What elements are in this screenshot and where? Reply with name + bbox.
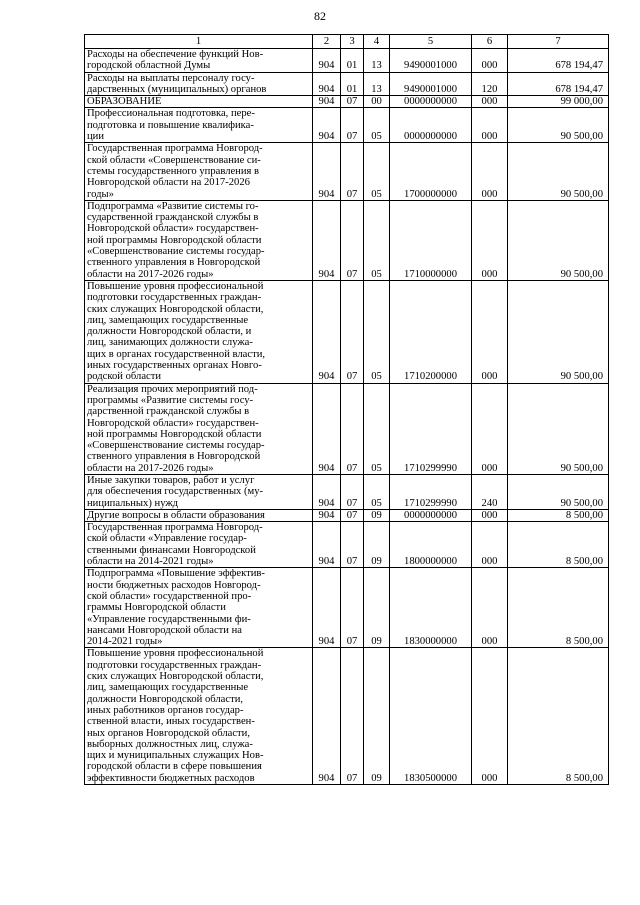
expense-type-cell: 000	[472, 568, 508, 648]
ministry-code-cell: 904	[313, 648, 341, 785]
target-article-cell: 1710299990	[390, 383, 472, 474]
column-header: 1	[85, 35, 313, 49]
amount-cell: 90 500,00	[508, 143, 609, 200]
row-name-cell: Подпрограмма «Развитие системы го- сударственной гражданской службы в Новгородской области» государствен- ной программы Новгородской области «Совершенствование системы государ- ственного управления в Новгородской области на 2017-2026 годы»	[85, 200, 313, 280]
subsection-code-cell: 09	[364, 568, 390, 648]
ministry-code-cell: 904	[313, 383, 341, 474]
target-article-cell: 1710299990	[390, 474, 472, 509]
expense-type-cell: 000	[472, 648, 508, 785]
page-number: 82	[314, 9, 326, 23]
expense-type-cell: 000	[472, 49, 508, 73]
subsection-code-cell: 05	[364, 108, 390, 143]
ministry-code-cell: 904	[313, 509, 341, 521]
table-row	[85, 72, 609, 96]
table-row	[85, 280, 609, 383]
ministry-code-cell: 904	[313, 200, 341, 280]
subsection-code-cell: 05	[364, 474, 390, 509]
row-name-cell: Государственная программа Новгород- ской области «Управление государ- ственными финансами Новгородской области на 2014-2021 годы»	[85, 522, 313, 568]
ministry-code-cell: 904	[313, 96, 341, 108]
expense-type-cell: 000	[472, 200, 508, 280]
expense-type-cell: 000	[472, 509, 508, 521]
ministry-code-cell: 904	[313, 568, 341, 648]
column-header: 7	[508, 35, 609, 49]
column-header: 4	[364, 35, 390, 49]
section-code-cell: 07	[341, 143, 364, 200]
ministry-code-cell: 904	[313, 72, 341, 96]
target-article-cell: 9490001000	[390, 49, 472, 73]
expense-type-cell: 000	[472, 383, 508, 474]
target-article-cell: 0000000000	[390, 509, 472, 521]
table-row	[85, 96, 609, 108]
row-name-cell: Подпрограмма «Повышение эффектив- ности бюджетных расходов Новгород- ской области» государственной про- граммы Новгородской области «Управление государственными фи- нансами Новгородской области на 2014-2021 годы»	[85, 568, 313, 648]
section-code-cell: 07	[341, 280, 364, 383]
column-header: 3	[341, 35, 364, 49]
target-article-cell: 1710200000	[390, 280, 472, 383]
target-article-cell: 0000000000	[390, 96, 472, 108]
row-name-cell: Реализация прочих мероприятий под- программы «Развитие системы госу- дарственной гражданской службы в Новгородской области» государствен- ной программы Новгородской области «Совершенствование системы государ- ственного управления в Новгородской области на 2017-2026 годы»	[85, 383, 313, 474]
table-row	[85, 509, 609, 521]
expense-type-cell: 240	[472, 474, 508, 509]
amount-cell: 90 500,00	[508, 108, 609, 143]
section-code-cell: 07	[341, 648, 364, 785]
row-name-cell: Другие вопросы в области образования	[85, 509, 313, 521]
amount-cell: 90 500,00	[508, 280, 609, 383]
table-row	[85, 200, 609, 280]
amount-cell: 99 000,00	[508, 96, 609, 108]
target-article-cell: 9490001000	[390, 72, 472, 96]
section-code-cell: 07	[341, 108, 364, 143]
table-row	[85, 648, 609, 785]
target-article-cell: 1710000000	[390, 200, 472, 280]
section-code-cell: 07	[341, 383, 364, 474]
section-code-cell: 07	[341, 522, 364, 568]
ministry-code-cell: 904	[313, 143, 341, 200]
row-name-cell: Профессиональная подготовка, пере- подготовка и повышение квалифика- ции	[85, 108, 313, 143]
table-row	[85, 143, 609, 200]
amount-cell: 678 194,47	[508, 49, 609, 73]
amount-cell: 8 500,00	[508, 509, 609, 521]
section-code-cell: 07	[341, 474, 364, 509]
subsection-code-cell: 05	[364, 200, 390, 280]
subsection-code-cell: 05	[364, 280, 390, 383]
section-code-cell: 07	[341, 568, 364, 648]
expense-type-cell: 000	[472, 96, 508, 108]
section-code-cell: 01	[341, 72, 364, 96]
expense-type-cell: 000	[472, 280, 508, 383]
row-name-cell: ОБРАЗОВАНИЕ	[85, 96, 313, 108]
ministry-code-cell: 904	[313, 108, 341, 143]
amount-cell: 90 500,00	[508, 383, 609, 474]
section-code-cell: 07	[341, 96, 364, 108]
subsection-code-cell: 00	[364, 96, 390, 108]
table-header-row	[85, 35, 609, 49]
amount-cell: 678 194,47	[508, 72, 609, 96]
budget-table	[84, 34, 609, 785]
amount-cell: 90 500,00	[508, 200, 609, 280]
section-code-cell: 07	[341, 200, 364, 280]
subsection-code-cell: 05	[364, 383, 390, 474]
section-code-cell: 07	[341, 509, 364, 521]
target-article-cell: 1800000000	[390, 522, 472, 568]
expense-type-cell: 120	[472, 72, 508, 96]
section-code-cell: 01	[341, 49, 364, 73]
subsection-code-cell: 13	[364, 72, 390, 96]
column-header: 5	[390, 35, 472, 49]
target-article-cell: 0000000000	[390, 108, 472, 143]
ministry-code-cell: 904	[313, 474, 341, 509]
table-row	[85, 474, 609, 509]
amount-cell: 90 500,00	[508, 474, 609, 509]
column-header: 2	[313, 35, 341, 49]
expense-type-cell: 000	[472, 522, 508, 568]
target-article-cell: 1830500000	[390, 648, 472, 785]
subsection-code-cell: 09	[364, 522, 390, 568]
target-article-cell: 1830000000	[390, 568, 472, 648]
row-name-cell: Повышение уровня профессиональной подготовки государственных граждан- ских служащих Новгородской области, лиц, замещающих государственные должности Новгородской области, и лиц, занимающих должности служа- щих в органах государственной власти, иных государственных органах Новго- родской области	[85, 280, 313, 383]
expense-type-cell: 000	[472, 108, 508, 143]
row-name-cell: Расходы на обеспечение функций Нов- городской областной Думы	[85, 49, 313, 73]
amount-cell: 8 500,00	[508, 522, 609, 568]
subsection-code-cell: 05	[364, 143, 390, 200]
column-header: 6	[472, 35, 508, 49]
table-row	[85, 108, 609, 143]
row-name-cell: Государственная программа Новгород- ской области «Совершенствование си- стемы государственного управления в Новгородской области на 2017-2026 годы»	[85, 143, 313, 200]
ministry-code-cell: 904	[313, 522, 341, 568]
table-row	[85, 522, 609, 568]
table-row	[85, 383, 609, 474]
subsection-code-cell: 09	[364, 648, 390, 785]
table-row	[85, 568, 609, 648]
subsection-code-cell: 09	[364, 509, 390, 521]
target-article-cell: 1700000000	[390, 143, 472, 200]
row-name-cell: Иные закупки товаров, работ и услуг для обеспечения государственных (му- ниципальных) нужд	[85, 474, 313, 509]
table-row	[85, 49, 609, 73]
subsection-code-cell: 13	[364, 49, 390, 73]
expense-type-cell: 000	[472, 143, 508, 200]
ministry-code-cell: 904	[313, 280, 341, 383]
row-name-cell: Расходы на выплаты персоналу госу- дарственных (муниципальных) органов	[85, 72, 313, 96]
ministry-code-cell: 904	[313, 49, 341, 73]
amount-cell: 8 500,00	[508, 568, 609, 648]
amount-cell: 8 500,00	[508, 648, 609, 785]
row-name-cell: Повышение уровня профессиональной подготовки государственных граждан- ских служащих Новгородской области, лиц, замещающих государственные должности Новгородской области, иных работников органов государ- ственной власти, иных государствен- ных органов Новгородской области, выборных должностных лиц, служа- щих и муниципальных служащих Нов- городской области в сфере повышения эффективности бюджетных расходов	[85, 648, 313, 785]
